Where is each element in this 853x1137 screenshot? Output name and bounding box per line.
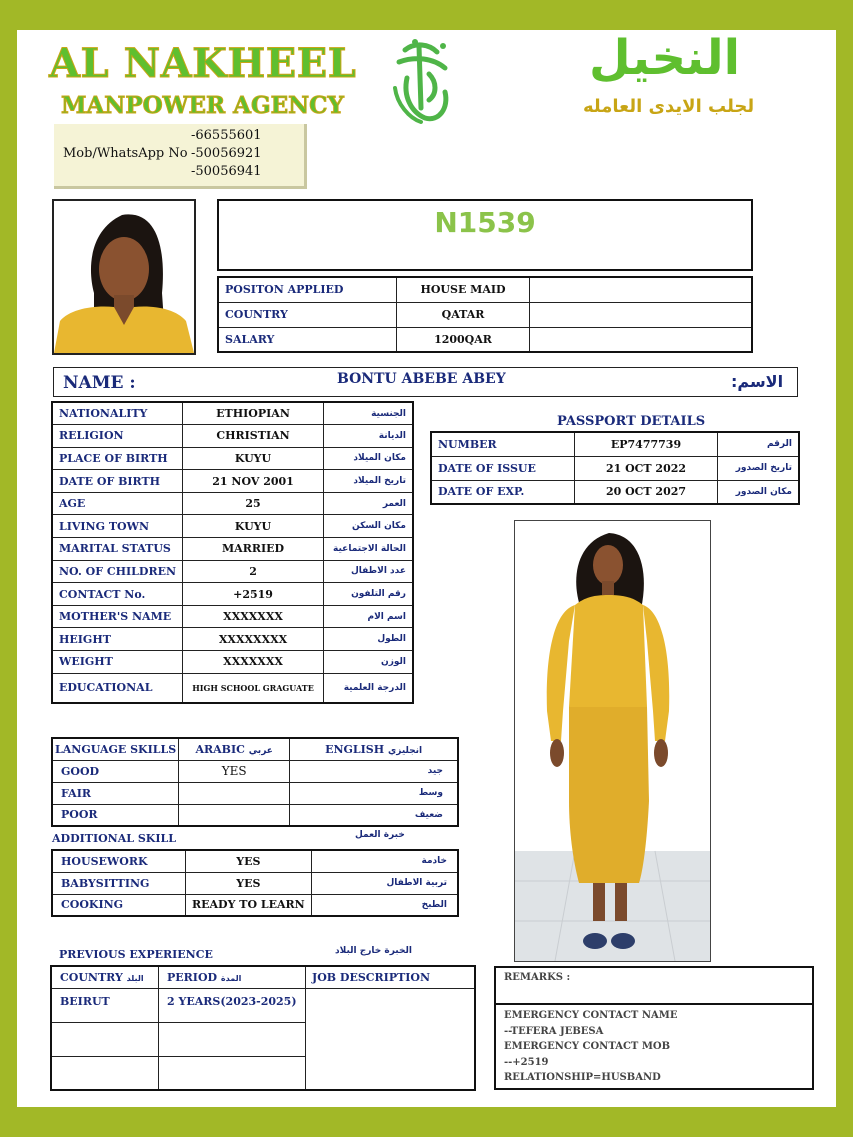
additional-skill-row	[52, 850, 458, 872]
english-column-header: ENGLISH انجليزي	[290, 738, 458, 760]
personal-field-label-ar: مكان الميلاد	[324, 447, 413, 470]
passport-field-label: DATE OF ISSUE	[431, 456, 575, 480]
passport-field-value: 20 OCT 2027	[575, 480, 718, 504]
experience-period-header: PERIOD المدة	[159, 966, 306, 988]
personal-field-label-ar: الحالة الاجتماعية	[324, 538, 413, 561]
personal-field-label-ar: العمر	[324, 492, 413, 515]
country-value: QATAR	[397, 302, 530, 327]
arabic-level-value	[179, 782, 290, 804]
personal-row	[52, 425, 413, 448]
position-applied-value: HOUSE MAID	[397, 277, 530, 302]
personal-row	[52, 447, 413, 470]
language-skills-label: LANGUAGE SKILLS	[52, 738, 179, 760]
personal-row	[52, 628, 413, 651]
candidate-name: BONTU ABEBE ABEY	[337, 371, 506, 387]
personal-field-label: AGE	[52, 492, 183, 515]
passport-field-value: 21 OCT 2022	[575, 456, 718, 480]
phone-2: -50056921	[191, 146, 262, 161]
relationship: RELATIONSHIP=HUSBAND	[504, 1072, 661, 1083]
remarks-label: REMARKS :	[504, 972, 571, 983]
english-level-label-ar: جيد	[290, 760, 458, 782]
personal-field-value: KUYU	[183, 447, 324, 470]
experience-job-description	[306, 988, 476, 1090]
name-label: NAME :	[63, 373, 136, 393]
personal-field-label-ar: رقم التلفون	[324, 583, 413, 606]
passport-field-value: EP7477739	[575, 432, 718, 456]
country-label: COUNTRY	[218, 302, 397, 327]
personal-field-label: CONTACT No.	[52, 583, 183, 606]
experience-country	[51, 1022, 159, 1056]
passport-row	[431, 456, 799, 480]
passport-row	[431, 432, 799, 456]
personal-field-label: MOTHER'S NAME	[52, 605, 183, 628]
experience-title: PREVIOUS EXPERIENCE	[59, 948, 213, 961]
phone-1: -66555601	[191, 128, 262, 143]
passport-row	[431, 480, 799, 504]
personal-field-value: 25	[183, 492, 324, 515]
passport-field-label: NUMBER	[431, 432, 575, 456]
brand-subtitle-en: MANPOWER AGENCY	[61, 92, 344, 119]
personal-field-value: CHRISTIAN	[183, 425, 324, 448]
personal-field-label: PLACE OF BIRTH	[52, 447, 183, 470]
personal-field-value: 2	[183, 560, 324, 583]
additional-skill-row	[52, 872, 458, 894]
emergency-name-label: EMERGENCY CONTACT NAME	[504, 1010, 678, 1021]
personal-field-label-ar: الديانة	[324, 425, 413, 448]
personal-field-label-ar: مكان السكن	[324, 515, 413, 538]
personal-field-value: XXXXXXXX	[183, 628, 324, 651]
personal-info-table	[51, 401, 414, 704]
experience-period	[159, 1022, 306, 1056]
palm-calligraphy-logo-icon	[385, 38, 457, 126]
experience-title-ar: الخبرة خارج البلاد	[335, 946, 412, 956]
personal-row	[52, 560, 413, 583]
personal-field-value: XXXXXXX	[183, 605, 324, 628]
personal-row	[52, 538, 413, 561]
skill-value: YES	[186, 850, 312, 872]
passport-title: PASSPORT DETAILS	[557, 414, 706, 429]
experience-country	[51, 1056, 159, 1090]
personal-field-label-ar: عدد الاطفال	[324, 560, 413, 583]
personal-field-label: NO. OF CHILDREN	[52, 560, 183, 583]
personal-field-value: HIGH SCHOOL GRAGUATE	[183, 673, 324, 703]
skill-label: HOUSEWORK	[52, 850, 186, 872]
passport-field-label-ar: مكان الصدور	[718, 480, 800, 504]
salary-value: 1200QAR	[397, 327, 530, 352]
personal-field-label: HEIGHT	[52, 628, 183, 651]
personal-field-label: NATIONALITY	[52, 402, 183, 425]
personal-field-value: KUYU	[183, 515, 324, 538]
salary-label: SALARY	[218, 327, 397, 352]
skill-label-ar: تربية الاطفال	[311, 872, 458, 894]
skill-label-ar: خادمة	[311, 850, 458, 872]
skill-label: COOKING	[52, 894, 186, 916]
personal-row	[52, 515, 413, 538]
passport-field-label-ar: الرقم	[718, 432, 800, 456]
position-table	[217, 276, 753, 353]
personal-row	[52, 651, 413, 674]
phone-3: -50056941	[191, 164, 262, 179]
english-level-label-ar: ضعيف	[290, 804, 458, 826]
contact-label: Mob/WhatsApp No	[63, 146, 188, 161]
language-row	[52, 782, 458, 804]
experience-period	[159, 1056, 306, 1090]
personal-row	[52, 583, 413, 606]
english-level-label-ar: وسط	[290, 782, 458, 804]
personal-row	[52, 470, 413, 493]
language-row	[52, 760, 458, 782]
personal-row	[52, 402, 413, 425]
additional-skill-title: ADDITIONAL SKILL	[52, 832, 176, 845]
arabic-level-value: YES	[179, 760, 290, 782]
arabic-level-value	[179, 804, 290, 826]
skill-label-ar: الطبخ	[311, 894, 458, 916]
emergency-contact-details	[504, 1008, 677, 1086]
additional-skill-row	[52, 894, 458, 916]
additional-skill-table	[51, 849, 459, 917]
headshot-photo	[52, 199, 196, 355]
experience-table	[50, 965, 476, 1091]
passport-table	[430, 431, 800, 505]
experience-job-header: JOB DESCRIPTION	[306, 966, 476, 988]
personal-field-value: +2519	[183, 583, 324, 606]
emergency-name: --TEFERA JEBESA	[504, 1025, 604, 1037]
language-row	[52, 804, 458, 826]
cv-page	[17, 30, 836, 1107]
position-applied-label: POSITON APPLIED	[218, 277, 397, 302]
emergency-mob-label: EMERGENCY CONTACT MOB	[504, 1041, 671, 1052]
experience-country-header: COUNTRY البلد	[51, 966, 159, 988]
personal-field-label: DATE OF BIRTH	[52, 470, 183, 493]
skill-value: READY TO LEARN	[186, 894, 312, 916]
personal-field-label-ar: الوزن	[324, 651, 413, 674]
personal-row	[52, 605, 413, 628]
passport-field-label: DATE OF EXP.	[431, 480, 575, 504]
personal-field-label-ar: الدرجة العلمية	[324, 673, 413, 703]
experience-country: BEIRUT	[51, 988, 159, 1022]
personal-field-label: LIVING TOWN	[52, 515, 183, 538]
skill-value: YES	[186, 872, 312, 894]
personal-field-value: ETHIOPIAN	[183, 402, 324, 425]
skill-label: BABYSITTING	[52, 872, 186, 894]
experience-row	[51, 988, 475, 1022]
personal-field-label: EDUCATIONAL	[52, 673, 183, 703]
arabic-column-header: ARABIC عربي	[179, 738, 290, 760]
personal-row	[52, 492, 413, 515]
personal-field-label: RELIGION	[52, 425, 183, 448]
personal-field-label-ar: الطول	[324, 628, 413, 651]
language-level-label: GOOD	[52, 760, 179, 782]
personal-field-label-ar: اسم الام	[324, 605, 413, 628]
name-label-ar: الاسم:	[731, 372, 784, 391]
language-skills-table	[51, 737, 459, 827]
personal-field-label-ar: الجنسية	[324, 402, 413, 425]
personal-field-value: MARRIED	[183, 538, 324, 561]
language-level-label: POOR	[52, 804, 179, 826]
reference-code: N1539	[434, 206, 536, 239]
personal-field-label-ar: تاريخ الميلاد	[324, 470, 413, 493]
emergency-mob: --+2519	[504, 1056, 549, 1068]
full-body-photo	[514, 520, 711, 962]
language-level-label: FAIR	[52, 782, 179, 804]
personal-field-label: WEIGHT	[52, 651, 183, 674]
passport-field-label-ar: تاريخ الصدور	[718, 456, 800, 480]
brand-subtitle-ar: لجلب الايدى العامله	[583, 96, 755, 117]
personal-field-value: 21 NOV 2001	[183, 470, 324, 493]
additional-skill-title-ar: خبرة العمل	[355, 830, 405, 840]
personal-field-value: XXXXXXX	[183, 651, 324, 674]
personal-row	[52, 673, 413, 703]
brand-name-en: AL NAKHEEL	[49, 40, 357, 87]
personal-field-label: MARITAL STATUS	[52, 538, 183, 561]
experience-period: 2 YEARS(2023-2025)	[159, 988, 306, 1022]
contact-box	[54, 124, 307, 189]
brand-name-ar: النخيل	[589, 30, 741, 86]
